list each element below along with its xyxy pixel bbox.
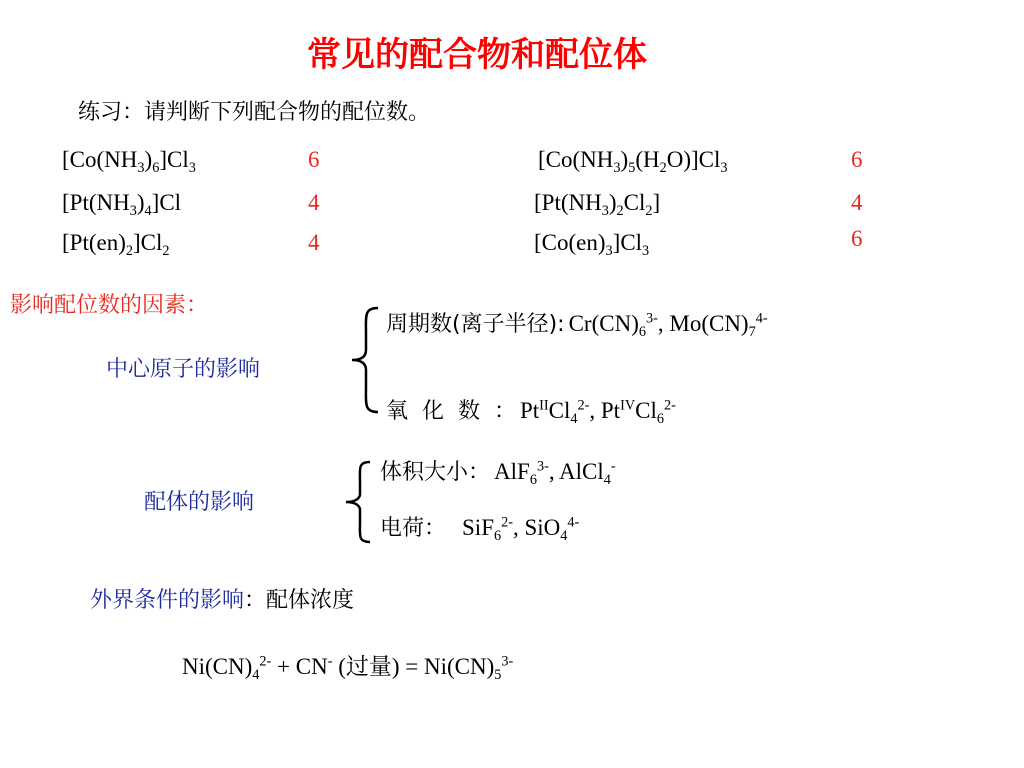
formula-right-1: $[Co(NH_3)_5(H_2O)]Cl_3$ bbox=[538, 147, 728, 176]
period-label: 周期数(离子半径): bbox=[386, 312, 565, 337]
ligand-label: 配体的影响 bbox=[144, 490, 255, 515]
answer-right-2: 4 bbox=[851, 190, 863, 215]
formula-left-3: $[Pt(en)_2]Cl_2$ bbox=[62, 230, 170, 259]
period-example: $Cr(CN)_6^{3-}$, $Mo(CN)_7^{4-}$ bbox=[568, 310, 768, 340]
formula-right-3: $[Co(en)_3]Cl_3$ bbox=[534, 230, 650, 259]
period-row bbox=[386, 307, 768, 338]
oxidation-example: $Pt^{II}Cl_4^{2-}$, $Pt^{IV}Cl_6^{2-}$ bbox=[519, 397, 676, 427]
formula-left-1: $[Co(NH_3)_6]Cl_3$ bbox=[62, 147, 196, 176]
answer-right-1: 6 bbox=[851, 147, 863, 172]
answer-left-3: 4 bbox=[308, 230, 320, 255]
charge-row bbox=[380, 511, 579, 542]
answer-right-3: 6 bbox=[851, 226, 863, 251]
formula-left-2: $[Pt(NH_3)_4]Cl$ bbox=[62, 190, 182, 219]
brace-icon bbox=[340, 460, 376, 544]
charge-example: SiF$_6^{2-}$, SiO$_4^{4-}$ bbox=[462, 514, 580, 544]
charge-label: 电荷： bbox=[380, 516, 447, 541]
factors-heading: 影响配位数的因素： bbox=[10, 293, 209, 318]
equation: $Ni(CN)_4^{2-} + CN^-$ (过量) = $Ni(CN)_5^{3-}$ bbox=[182, 653, 514, 683]
brace-icon bbox=[344, 306, 384, 414]
volume-example: AlF$_6^{3-}$, AlCl$_4$- bbox=[494, 458, 616, 488]
formula-right-2: $[Pt(NH_3)_2Cl_2]$ bbox=[534, 190, 661, 219]
slide-title: 常见的配合物和配位体 bbox=[307, 35, 647, 75]
external-label: 外界条件的影响 bbox=[90, 588, 245, 613]
exercise-prompt: 练习：请判断下列配合物的配位数。 bbox=[78, 100, 431, 125]
external-row bbox=[90, 583, 354, 614]
external-text: ：配体浓度 bbox=[244, 588, 355, 613]
answer-left-1: 6 bbox=[308, 147, 320, 172]
central-atom-label: 中心原子的影响 bbox=[106, 357, 261, 382]
volume-row bbox=[380, 455, 616, 486]
volume-label: 体积大小： bbox=[380, 460, 491, 485]
oxidation-row bbox=[386, 394, 676, 425]
answer-left-2: 4 bbox=[308, 190, 320, 215]
oxidation-label: 氧 化 数 ： bbox=[386, 399, 516, 424]
